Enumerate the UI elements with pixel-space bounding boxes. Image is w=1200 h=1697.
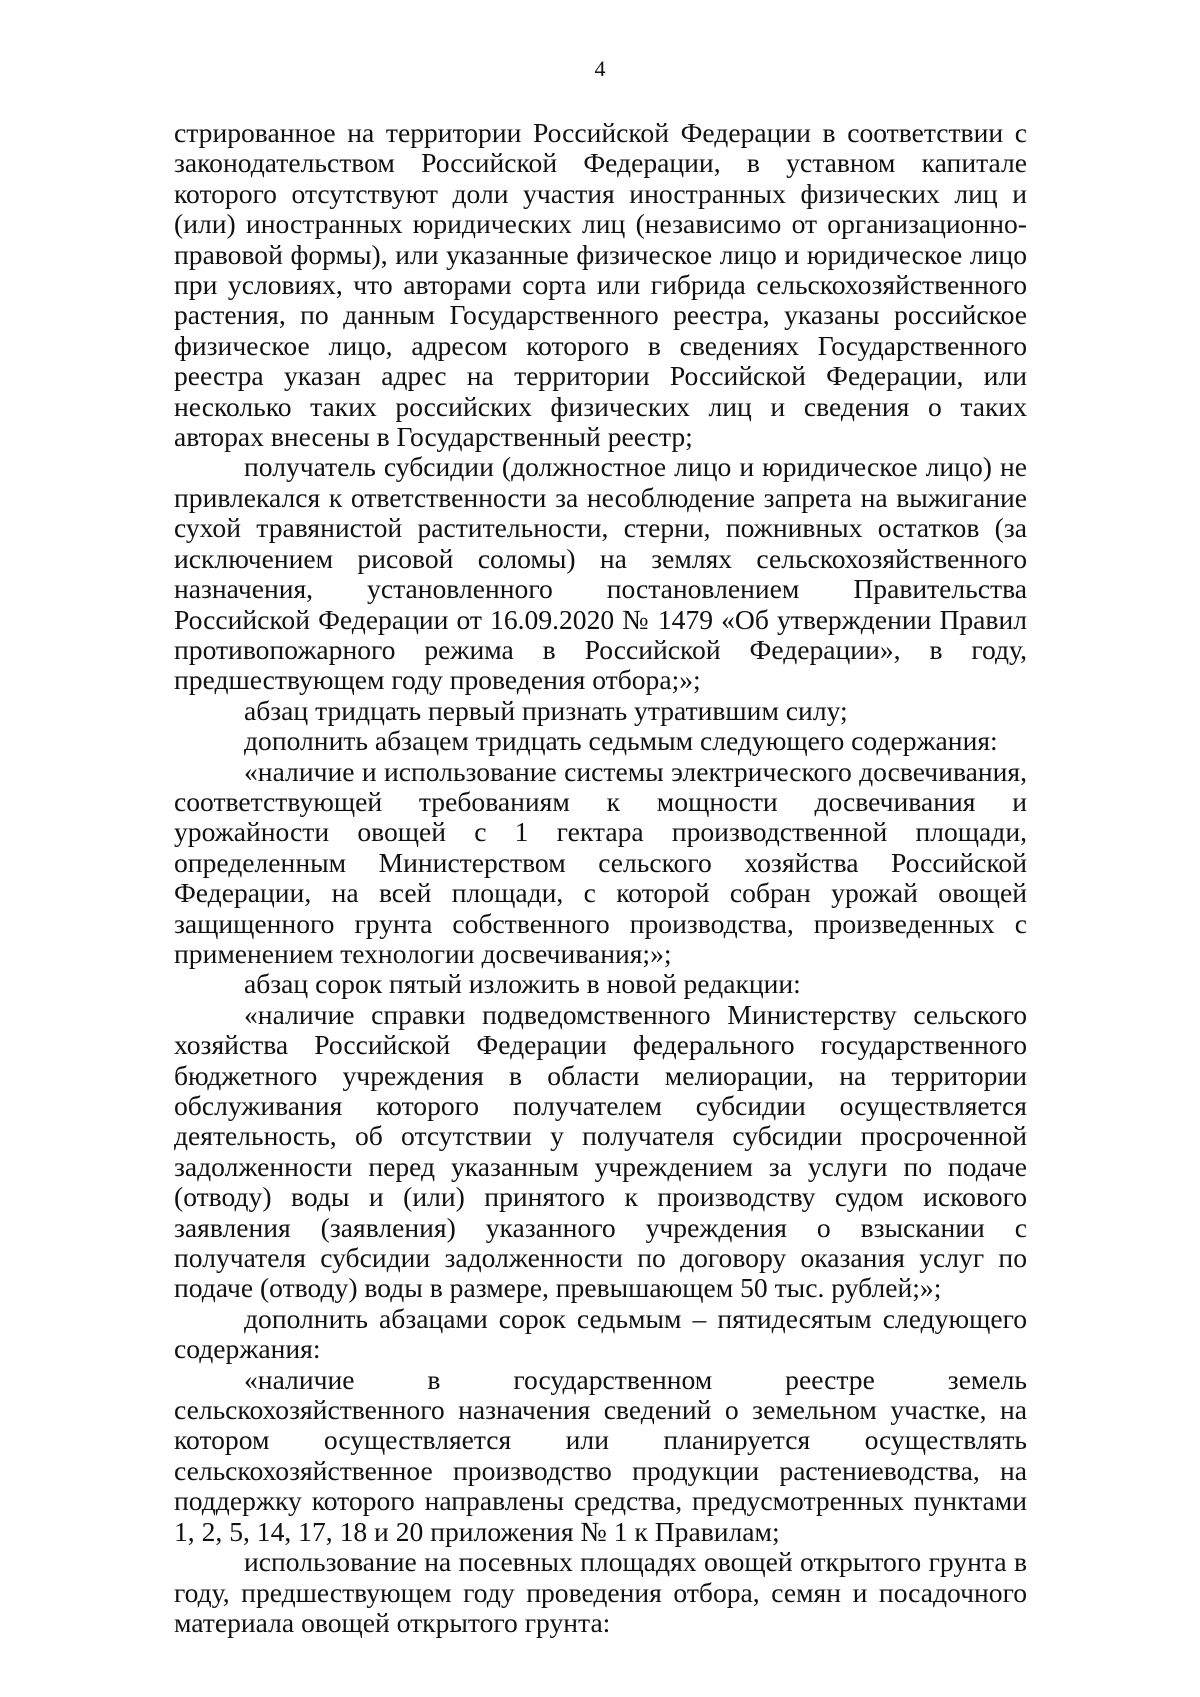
- paragraph: абзац тридцать первый признать утратившим силу;: [244, 694, 848, 726]
- paragraph: «наличие справки подведомственного Министерству сельского хозяйства Российской Федерации федерального государственного бюджетного учреждения в области мелиорации, на территории обслуживания которого получателем субсидии осуществляется деятельность, об отсутствии у получателя субсидии просроченной задолженности перед указанным учреждением за услуги по подаче (отводу) воды и (или) принятого к производству судом искового заявления (заявления) указанного учреждения о взыскании с получателя субсидии задолженности по договору оказания услуг по подаче (отводу) воды в размере, превышающем 50 тыс. рублей;»;: [174, 998, 1027, 1304]
- paragraph: получатель субсидии (должностное лицо и юридическое лицо) не привлекался к ответственности за несоблюдение запрета на выжигание сухой травянистой растительности, стерни, пожнивных остатков (за исключением рисовой соломы) на землях сельскохозяйственного назначения, установленного постановлением Правительства Российской Федерации от 16.09.2020 № 1479 «Об утверждении Правил противопожарного режима в Российской Федерации», в году, предшествующем году проведения отбора;»;: [174, 451, 1027, 696]
- paragraph: абзац сорок пятый изложить в новой редакции:: [244, 968, 801, 1000]
- paragraph: «наличие в государственном реестре земель сельскохозяйственного назначения сведений о земельном участке, на котором осуществляется или планируется осуществлять сельскохозяйственное производство продукции растениеводства, на поддержку которого направлены средства, предусмотренных пунктами 1, 2, 5, 14, 17, 18 и 20 приложения № 1 к Правилам;: [174, 1363, 1027, 1547]
- paragraph: «наличие и использование системы электрического досвечивания, соответствующей требованиям к мощности досвечивания и урожайности овощей с 1 гектара производственной площади, определенным Министерством сельского хозяйства Российской Федерации, на всей площади, с которой собран урожай овощей защищенного грунта собственного производства, произведенных с применением технологии досвечивания;»;: [174, 755, 1027, 969]
- document-body: [174, 118, 1027, 1638]
- paragraph: стрированное на территории Российской Федерации в соответствии с законодательством Российской Федерации, в уставном капитале которого отсутствуют доли участия иностранных физических лиц и (или) иностранных юридических лиц (независимо от организационно-правовой формы), или указанные физическое лицо и юридическое лицо при условиях, что авторами сорта или гибрида сельскохозяйственного растения, по данным Государственного реестра, указаны российское физическое лицо, адресом которого в сведениях Государственного реестра указан адрес на территории Российской Федерации, или несколько таких российских физических лиц и сведения о таких авторах внесены в Государственный реестр;: [174, 117, 1027, 453]
- paragraph: использование на посевных площадях овощей открытого грунта в году, предшествующем году проведения отбора, семян и посадочного материала овощей открытого грунта:: [174, 1546, 1027, 1638]
- paragraph: дополнить абзацем тридцать седьмым следующего содержания:: [244, 725, 998, 757]
- page-number: 4: [594, 56, 606, 81]
- paragraph: дополнить абзацами сорок седьмым – пятидесятым следующего содержания:: [174, 1302, 1027, 1365]
